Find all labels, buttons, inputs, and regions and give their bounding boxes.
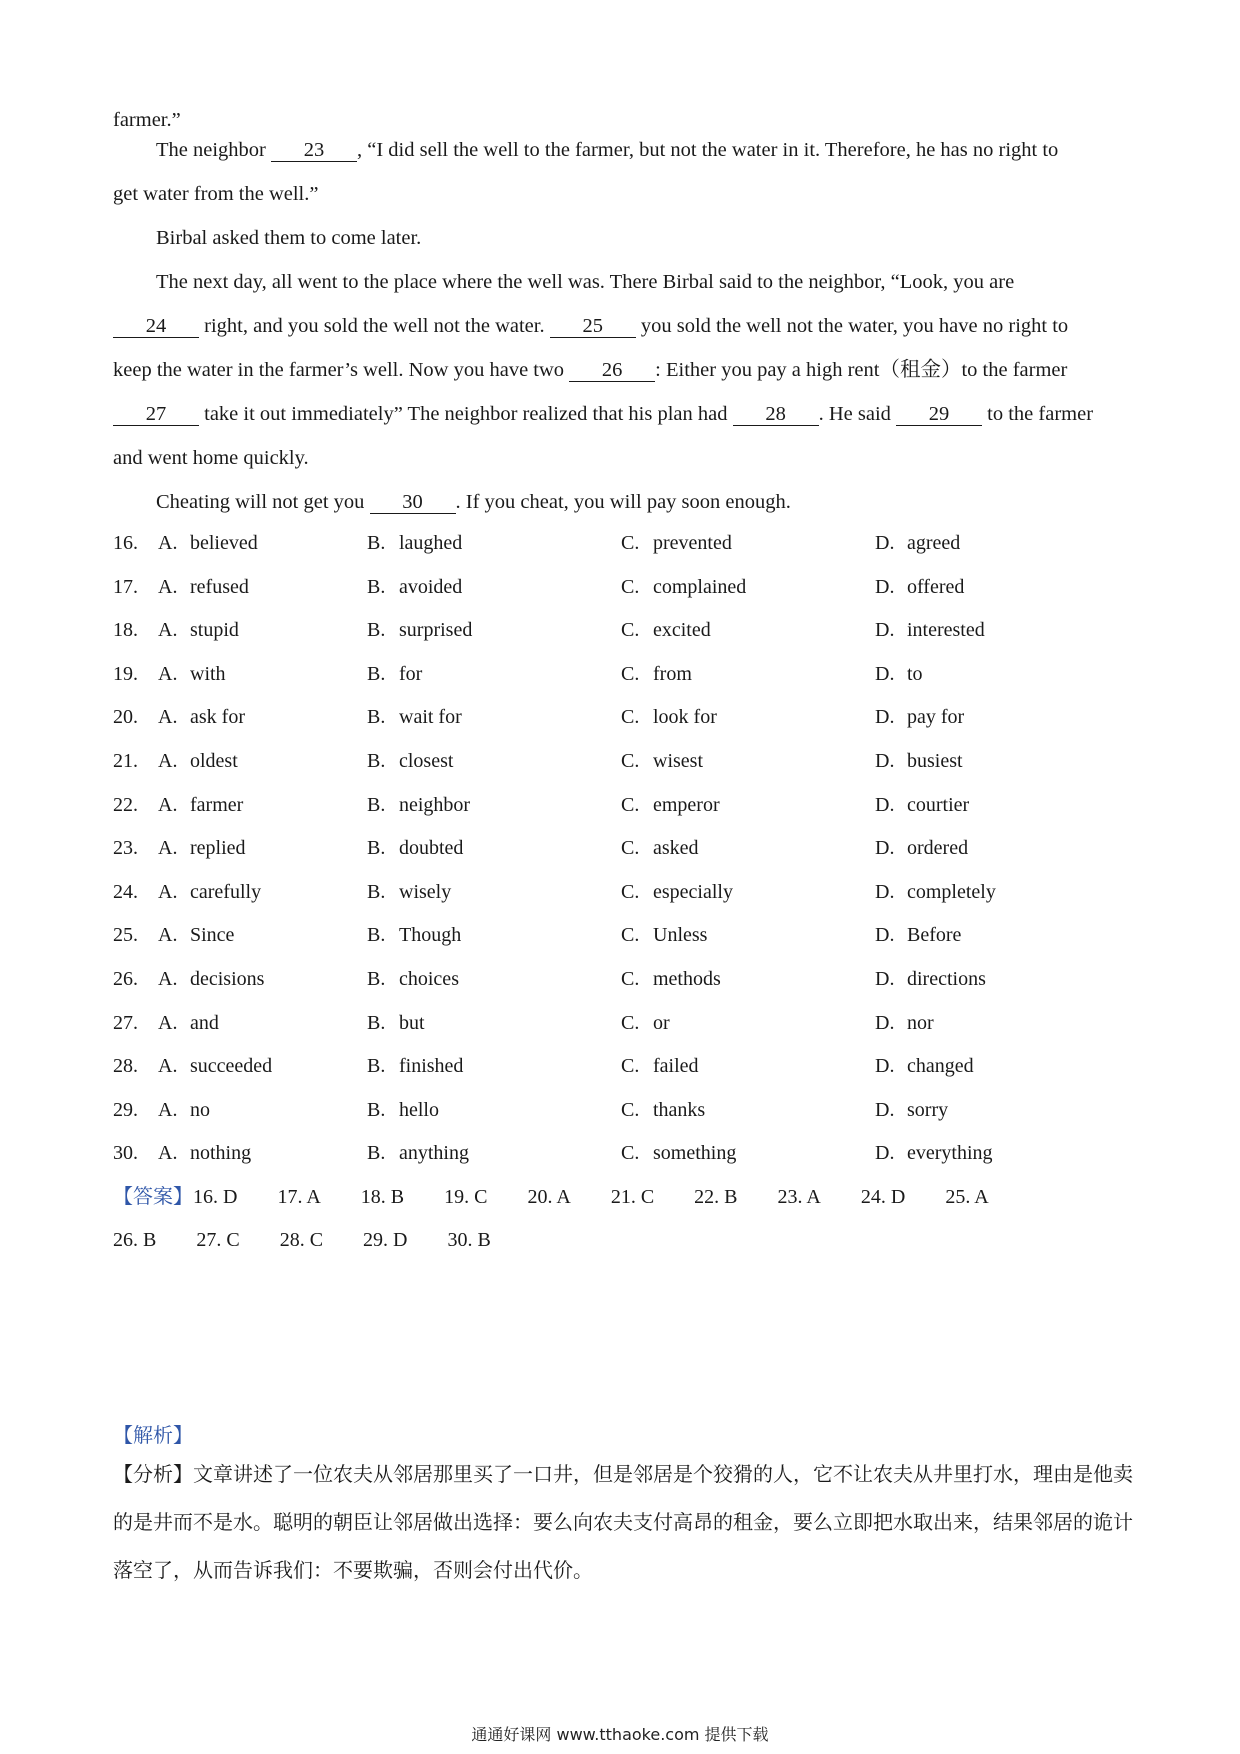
option-text: something	[653, 1142, 737, 1165]
answer-item: 29. D	[363, 1229, 408, 1251]
option-text: look for	[653, 706, 717, 729]
option-c	[621, 877, 733, 907]
option-d	[875, 528, 960, 558]
option-a	[158, 833, 246, 863]
option-text: wisely	[399, 880, 452, 903]
blank-24: 24	[113, 315, 199, 338]
option-text: wisest	[653, 750, 703, 772]
option-letter: B.	[367, 924, 386, 947]
option-letter: B.	[367, 968, 386, 990]
option-d	[875, 877, 996, 907]
option-b	[367, 920, 461, 950]
passage-text: right, and you sold the well not the water.	[199, 315, 550, 337]
option-letter: B.	[367, 532, 386, 554]
blank-25: 25	[550, 315, 636, 338]
question-row	[113, 877, 1133, 907]
option-d	[875, 615, 985, 645]
option-c	[621, 659, 692, 689]
answer-item: 25. A	[945, 1186, 989, 1208]
option-letter: A.	[158, 750, 178, 772]
option-a	[158, 702, 245, 732]
option-text: excited	[653, 619, 711, 642]
option-d	[875, 572, 964, 602]
question-row	[113, 1008, 1133, 1038]
option-d	[875, 1138, 993, 1168]
question-row	[113, 833, 1133, 863]
option-b	[367, 877, 451, 907]
passage-line	[113, 356, 1067, 384]
question-row	[113, 702, 1133, 732]
option-c	[621, 1138, 736, 1168]
passage-text: . He said	[818, 403, 897, 425]
option-letter: A.	[158, 532, 178, 554]
blank-27: 27	[113, 403, 199, 426]
option-c	[621, 615, 711, 645]
answer-item: 17. A	[277, 1186, 321, 1208]
option-text: Though	[399, 924, 462, 947]
option-letter: B.	[367, 793, 386, 816]
passage-line: Birbal asked them to come later.	[156, 227, 422, 249]
answer-row-1	[113, 1181, 1029, 1212]
option-text: Since	[190, 924, 235, 947]
option-letter: B.	[367, 1098, 386, 1121]
option-text: courtier	[907, 793, 970, 816]
passage-text: Cheating will not get you	[156, 491, 370, 513]
option-d	[875, 833, 968, 863]
option-a	[158, 1051, 272, 1081]
option-letter: D.	[875, 968, 895, 990]
option-d	[875, 746, 963, 776]
option-letter: D.	[875, 1098, 895, 1121]
answer-label: 【答案】	[113, 1184, 193, 1208]
option-text: stupid	[190, 619, 239, 642]
passage-text: keep the water in the farmer’s well. Now you have two	[113, 359, 570, 381]
option-text: thanks	[653, 1098, 706, 1121]
option-letter: C.	[621, 1098, 640, 1121]
answer-item: 30. B	[447, 1229, 491, 1251]
question-row	[113, 1051, 1133, 1081]
option-d	[875, 964, 986, 994]
option-letter: A.	[158, 1142, 178, 1165]
option-letter: B.	[367, 750, 386, 772]
option-a	[158, 615, 239, 645]
option-a	[158, 964, 264, 994]
option-text: asked	[653, 837, 699, 860]
option-c	[621, 1095, 705, 1125]
blank-23: 23	[271, 139, 357, 162]
question-number: 17.	[113, 575, 138, 598]
option-text: complained	[653, 575, 747, 598]
option-letter: C.	[621, 706, 640, 729]
question-row	[113, 615, 1133, 645]
option-text: succeeded	[190, 1055, 273, 1078]
blank-30: 30	[370, 491, 456, 514]
option-c	[621, 572, 746, 602]
option-a	[158, 1008, 219, 1038]
option-text: emperor	[653, 793, 720, 816]
option-text: pay for	[907, 706, 965, 729]
option-text: no	[190, 1098, 210, 1121]
question-number: 19.	[113, 662, 138, 685]
option-d	[875, 790, 969, 820]
option-text: from	[653, 662, 692, 685]
option-text: replied	[190, 837, 246, 860]
option-letter: D.	[875, 924, 895, 947]
question-number: 22.	[113, 793, 138, 816]
option-text: surprised	[399, 619, 473, 642]
option-letter: B.	[367, 880, 386, 903]
question-number: 18.	[113, 619, 138, 642]
option-text: or	[653, 1011, 670, 1034]
option-letter: B.	[367, 619, 386, 642]
option-letter: C.	[621, 1011, 640, 1034]
option-text: nor	[907, 1011, 934, 1034]
blank-29: 29	[896, 403, 982, 426]
option-letter: C.	[621, 662, 640, 685]
option-letter: A.	[158, 924, 178, 947]
option-letter: D.	[875, 575, 895, 598]
option-text: offered	[907, 575, 965, 598]
option-text: avoided	[399, 575, 463, 598]
option-letter: D.	[875, 1055, 895, 1078]
option-letter: C.	[621, 837, 640, 860]
option-letter: A.	[158, 793, 178, 816]
question-number: 26.	[113, 968, 138, 990]
option-text: busiest	[907, 750, 963, 772]
option-letter: D.	[875, 619, 895, 642]
answer-item: 27. C	[196, 1229, 240, 1251]
option-d	[875, 702, 964, 732]
passage-line: and went home quickly.	[113, 447, 309, 469]
option-text: oldest	[190, 750, 238, 772]
passage-text: . If you cheat, you will pay soon enough.	[455, 491, 791, 513]
option-a	[158, 920, 234, 950]
passage-text: you sold the well not the water, you have no right to	[635, 315, 1069, 337]
option-b	[367, 528, 462, 558]
option-d	[875, 920, 961, 950]
option-text: sorry	[907, 1098, 949, 1121]
option-text: Unless	[653, 924, 708, 947]
answer-item: 16. D	[193, 1186, 238, 1208]
option-c	[621, 833, 699, 863]
option-letter: D.	[875, 662, 895, 685]
option-text: but	[399, 1011, 425, 1034]
option-b	[367, 702, 462, 732]
option-b	[367, 833, 463, 863]
blank-26: 26	[569, 359, 655, 382]
option-text: choices	[399, 968, 459, 990]
answer-item: 18. B	[360, 1186, 405, 1208]
option-letter: A.	[158, 662, 178, 685]
passage-line	[156, 488, 791, 516]
question-number: 25.	[113, 924, 138, 947]
analysis-text: 【分析】文章讲述了一位农夫从邻居那里买了一口井，但是邻居是个狡猾的人，它不让农夫从井里打水，理由是他卖的是井而不是水。聪明的朝臣让邻居做出选择：要么向农夫支付高昂的租金，要么立即把水取出来，结果邻居的诡计落空了，从而告诉我们：不要欺骗，否则会付出代价。	[113, 1462, 1133, 1582]
option-text: hello	[399, 1098, 439, 1121]
option-text: refused	[190, 575, 249, 598]
question-row	[113, 746, 1133, 776]
option-text: Before	[907, 924, 962, 947]
answer-item: 23. A	[777, 1186, 821, 1208]
option-text: especially	[653, 880, 733, 903]
option-letter: A.	[158, 837, 178, 860]
question-row	[113, 1138, 1133, 1168]
option-text: carefully	[190, 880, 262, 903]
footer: 通通好课网 www.tthaoke.com 提供下载	[471, 1725, 769, 1744]
option-a	[158, 1138, 251, 1168]
option-letter: D.	[875, 880, 895, 903]
option-letter: A.	[158, 1098, 178, 1121]
blank-28: 28	[733, 403, 819, 426]
question-number: 21.	[113, 750, 138, 772]
passage-line	[156, 136, 1058, 164]
option-text: failed	[653, 1055, 699, 1078]
option-c	[621, 920, 707, 950]
option-letter: B.	[367, 706, 386, 729]
question-number: 20.	[113, 706, 138, 729]
option-letter: A.	[158, 1055, 178, 1078]
option-letter: C.	[621, 924, 640, 947]
passage-line	[113, 312, 1068, 340]
option-c	[621, 746, 703, 776]
option-letter: A.	[158, 968, 178, 990]
option-text: to	[907, 662, 923, 685]
option-text: finished	[399, 1055, 464, 1078]
option-letter: D.	[875, 1142, 895, 1165]
analysis-label: 【解析】	[113, 1423, 193, 1447]
option-d	[875, 1095, 948, 1125]
passage-text: , “I did sell the well to the farmer, but not the water in it. Therefore, he has no right to	[357, 139, 1059, 161]
option-letter: B.	[367, 575, 386, 598]
option-text: ordered	[907, 837, 969, 860]
option-text: with	[190, 662, 226, 685]
option-letter: D.	[875, 837, 895, 860]
option-c	[621, 528, 732, 558]
option-c	[621, 964, 721, 994]
option-b	[367, 1008, 425, 1038]
question-number: 29.	[113, 1098, 138, 1121]
option-text: neighbor	[399, 793, 471, 816]
passage-text: The neighbor	[156, 139, 271, 161]
option-text: changed	[907, 1055, 974, 1078]
option-letter: A.	[158, 880, 178, 903]
question-number: 24.	[113, 880, 138, 903]
option-text: ask for	[190, 706, 245, 729]
passage-text: : Either you pay a high rent（租金）to the farmer	[655, 359, 1068, 381]
option-text: methods	[653, 968, 721, 990]
option-letter: A.	[158, 619, 178, 642]
question-number: 28.	[113, 1055, 138, 1078]
question-row	[113, 790, 1133, 820]
option-letter: C.	[621, 968, 640, 990]
option-text: decisions	[190, 968, 265, 990]
option-a	[158, 790, 243, 820]
passage-line	[113, 400, 1093, 428]
option-b	[367, 615, 472, 645]
answer-item: 24. D	[860, 1186, 906, 1208]
option-text: completely	[907, 880, 996, 903]
answer-item: 20. A	[527, 1186, 571, 1208]
passage-line: farmer.”	[113, 109, 181, 131]
option-text: for	[399, 662, 423, 685]
question-number: 16.	[113, 532, 138, 554]
option-b	[367, 1138, 469, 1168]
option-a	[158, 572, 249, 602]
option-d	[875, 659, 923, 689]
option-letter: D.	[875, 1011, 895, 1034]
option-letter: D.	[875, 750, 895, 772]
option-c	[621, 1051, 699, 1081]
option-d	[875, 1008, 934, 1038]
option-letter: C.	[621, 1142, 640, 1165]
option-a	[158, 1095, 210, 1125]
answer-item: 22. B	[694, 1186, 738, 1208]
option-text: prevented	[653, 532, 732, 554]
passage-line: The next day, all went to the place where the well was. There Birbal said to the neighbor, “Look, you are	[156, 271, 1015, 293]
option-letter: A.	[158, 706, 178, 729]
question-row	[113, 528, 1133, 558]
option-text: wait for	[399, 706, 462, 729]
option-letter: C.	[621, 750, 640, 772]
option-letter: C.	[621, 575, 640, 598]
question-number: 23.	[113, 837, 138, 860]
question-row	[113, 964, 1133, 994]
option-text: directions	[907, 968, 986, 990]
option-b	[367, 572, 462, 602]
option-d	[875, 1051, 974, 1081]
option-letter: D.	[875, 706, 895, 729]
option-text: and	[190, 1011, 219, 1034]
option-text: closest	[399, 750, 454, 772]
option-letter: B.	[367, 1142, 386, 1165]
answer-row-2	[113, 1225, 531, 1255]
answer-item: 28. C	[279, 1229, 324, 1251]
option-b	[367, 659, 422, 689]
option-letter: B.	[367, 662, 386, 685]
option-b	[367, 1051, 463, 1081]
option-text: agreed	[907, 532, 961, 554]
question-row	[113, 920, 1133, 950]
option-letter: B.	[367, 1055, 386, 1078]
option-letter: C.	[621, 793, 640, 816]
answer-item: 26. B	[113, 1229, 157, 1251]
option-text: anything	[399, 1142, 469, 1165]
answer-item: 21. C	[610, 1186, 655, 1208]
option-letter: C.	[621, 1055, 640, 1078]
option-letter: C.	[621, 619, 640, 642]
option-a	[158, 746, 238, 776]
option-letter: D.	[875, 532, 895, 554]
question-number: 27.	[113, 1011, 138, 1034]
option-c	[621, 790, 720, 820]
option-a	[158, 528, 258, 558]
passage-text: to the farmer	[982, 403, 1094, 425]
option-text: interested	[907, 619, 985, 642]
option-letter: C.	[621, 880, 640, 903]
option-text: everything	[907, 1142, 993, 1165]
option-text: laughed	[399, 532, 463, 554]
option-text: farmer	[190, 793, 244, 816]
question-row	[113, 572, 1133, 602]
option-text: doubted	[399, 837, 464, 860]
option-b	[367, 964, 459, 994]
answer-item: 19. C	[444, 1186, 488, 1208]
question-number: 30.	[113, 1142, 138, 1165]
option-b	[367, 1095, 439, 1125]
option-letter: B.	[367, 1011, 386, 1034]
option-c	[621, 1008, 670, 1038]
option-c	[621, 702, 717, 732]
option-letter: B.	[367, 837, 386, 860]
option-letter: D.	[875, 793, 895, 816]
option-b	[367, 790, 470, 820]
option-a	[158, 877, 261, 907]
question-row	[113, 659, 1133, 689]
option-letter: A.	[158, 1011, 178, 1034]
option-b	[367, 746, 453, 776]
option-letter: C.	[621, 532, 640, 554]
option-letter: A.	[158, 575, 178, 598]
option-text: believed	[190, 532, 258, 554]
question-row	[113, 1095, 1133, 1125]
option-text: nothing	[190, 1142, 252, 1165]
option-a	[158, 659, 226, 689]
passage-text: take it out immediately” The neighbor realized that his plan had	[199, 403, 733, 425]
passage-line: get water from the well.”	[113, 183, 319, 205]
